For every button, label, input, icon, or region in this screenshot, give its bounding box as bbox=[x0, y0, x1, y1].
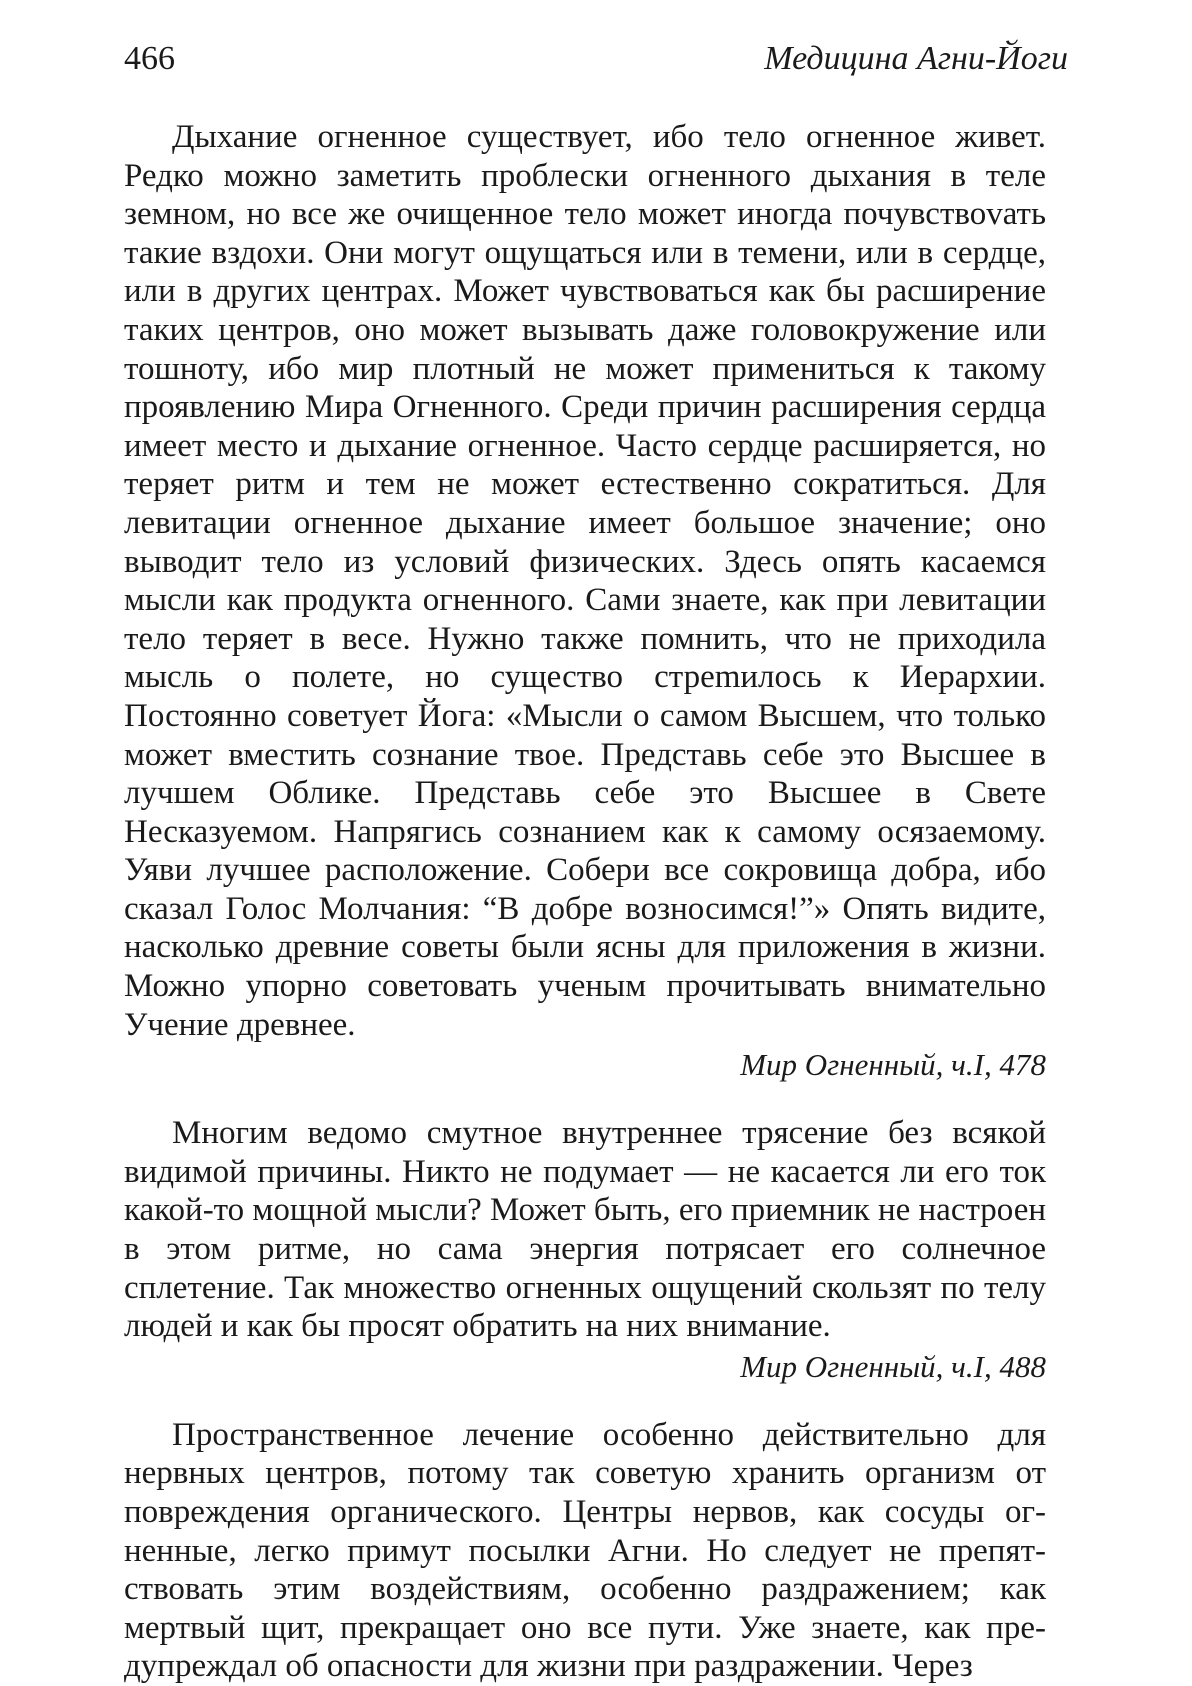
page-number: 466 bbox=[124, 40, 175, 77]
passage-continued bbox=[124, 1416, 1046, 1686]
running-head bbox=[124, 40, 1068, 84]
body-text bbox=[124, 118, 1046, 1686]
passage-citation: Мир Огненный, ч.I, 478 bbox=[740, 1047, 1046, 1083]
passage-488 bbox=[124, 1114, 1046, 1386]
passage-text: Многим ведомо смутное внутреннее трясение без всякой видимой причины. Никто не подумает — не касается ли его ток какой-то мощной мысли? Может быть, его приемник не настроен в этом ритме, но сама энергия потрясает его солнечное сплетение. Так множество огненных ощущений скользят по телу людей и как бы просят обратить на них внимание. bbox=[124, 1115, 1046, 1345]
passage-478 bbox=[124, 118, 1046, 1084]
book-title: Медицина Агни-Йоги bbox=[764, 40, 1068, 77]
passage-citation: Мир Огненный, ч.I, 488 bbox=[740, 1348, 1046, 1384]
passage-text: Дыхание огненное существует, ибо тело огненное живет. Редко можно заметить проблески огненного дыхания в теле земном, но все же очищенное тело может иногда почувствоvать такие вздохи. Они могут ощущаться или в темени, или в сердце, или в других центрах. Может чувствоваться как бы расширение таких центров, оно может вызывать даже головокружение или тошноту, ибо мир плотный не может примениться к такому проявлению Мира Огненного. Среди причин расширения сердца имеет место и дыхание огненное. Часто сердце расширяется, но теряет ритм и тем не может естественно сократиться. Для левитации огненное дыхание имеет большое значение; оно выводит тело из условий физических. Здесь опять касаемся мысли как продукта огненного. Сами знаете, как при левитации тело теряет в весе. Нужно также помнить, что не приходила мысль о полете, но существо стреmилось к Иерархии. Постоянно советует Йога: «Мысли о самом Высшем, что только может вместить сознание твое. Представь себе это Высшее в лучшем Облике. Представь себе это Высшее в Свете Несказуемом. Напрягись сознанием как к самому осязаемому. Уяви лучшее расположение. Собери все сокровища добра, ибо сказал Голос Молчания: “В добре возносимся!”» Опять видите, насколько древние советы были ясны для приложения в жизни. Можно упорно советовать ученым прочитывать внимательно Учение древнее. bbox=[124, 119, 1046, 1043]
passage-text: Пространственное лечение особенно действительно для нервных центров, потому так советую хранить организм от повреждения органического. Центры нервов, как сосуды огненные, легко примут посылки Агни. Но следует не препятствовать этим воздействиям, особенно раздражением; как мертвый щит, прекращает оно все пути. Уже знаете, как предупреждал об опасности для жизни при раздражении. Через bbox=[124, 1416, 1046, 1685]
